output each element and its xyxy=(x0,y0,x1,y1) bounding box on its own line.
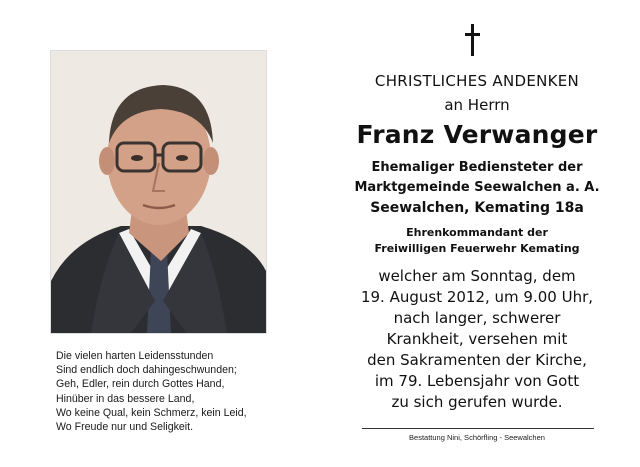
poem xyxy=(56,349,296,434)
poem-line: Hinüber in das bessere Land, xyxy=(56,392,195,405)
text-line: welcher am Sonntag, dem xyxy=(378,267,576,285)
honor-line: Freiwilligen Feuerwehr Kemating xyxy=(374,242,580,255)
salutation: an Herrn xyxy=(444,96,510,114)
former-role-line: Marktgemeinde Seewalchen a. A. xyxy=(354,180,600,195)
portrait-illustration xyxy=(51,51,266,333)
address-line: Seewalchen, Kemating 18a xyxy=(370,200,584,216)
text-line: 19. August 2012, um 9.00 Uhr, xyxy=(360,288,594,306)
poem-line: Wo keine Qual, kein Schmerz, kein Leid, xyxy=(56,406,247,419)
text-line: Krankheit, versehen mit xyxy=(386,330,568,348)
poem-line: Die vielen harten Leidensstunden xyxy=(56,350,214,362)
footer-undertaker: Bestattung Nini, Schörfling - Seewalchen xyxy=(409,433,545,442)
deceased-name: Franz Verwanger xyxy=(356,120,598,149)
text-line: zu sich gerufen wurde. xyxy=(391,393,563,411)
former-role-line: Ehemaliger Bediensteter der xyxy=(371,160,583,175)
honor-line: Ehrenkommandant der xyxy=(406,226,548,239)
text-line: nach langer, schwerer xyxy=(393,309,561,327)
footer-rule xyxy=(362,428,594,429)
text-line: im 79. Lebensjahr von Gott xyxy=(374,372,580,390)
portrait-photo xyxy=(50,50,267,334)
poem-line: Sind endlich doch dahingeschwunden; xyxy=(56,364,237,377)
poem-line: Geh, Edler, rein durch Gottes Hand, xyxy=(56,378,225,391)
heading: CHRISTLICHES ANDENKEN xyxy=(374,72,580,90)
poem-line: Wo Freude nur und Seligkeit. xyxy=(56,421,194,434)
text-line: den Sakramenten der Kirche, xyxy=(367,351,587,369)
cross-icon xyxy=(464,24,482,56)
